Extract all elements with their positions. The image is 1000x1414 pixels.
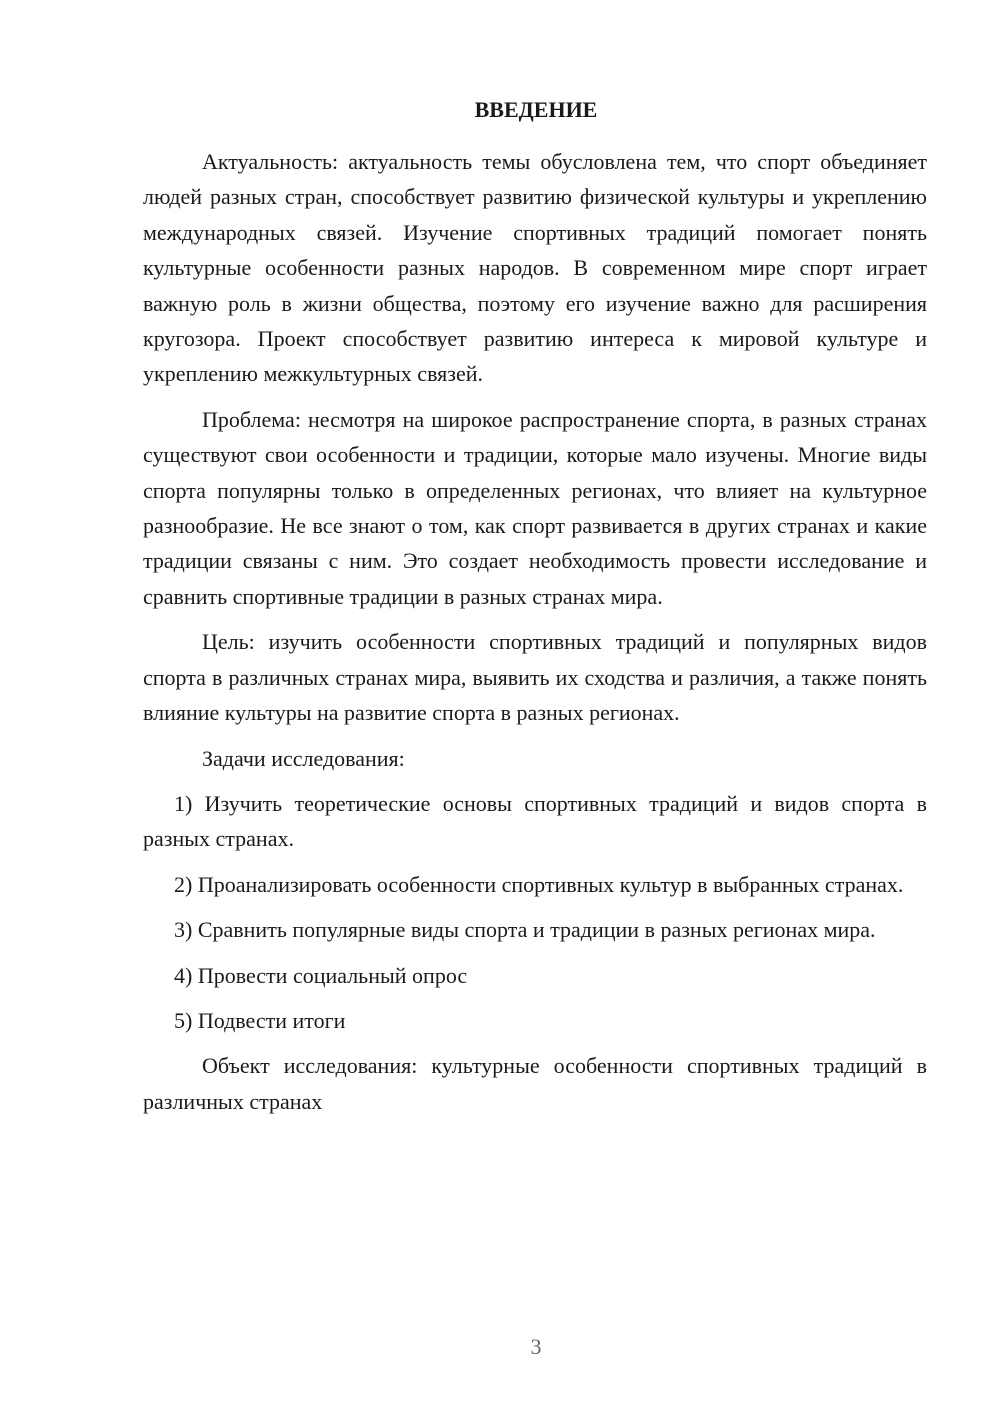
goal-paragraph: Цель: изучить особенности спортивных традиций и популярных видов спорта в различных странах мира, выявить их сходства и различия, а также понять влияние культуры на развитие спорта в разных регионах. bbox=[143, 629, 927, 726]
document-body bbox=[143, 144, 927, 1129]
task-item: 2) Проанализировать особенности спортивных культур в выбранных странах. bbox=[174, 871, 904, 897]
relevance-paragraph: Актуальность: актуальность темы обусловлена тем, что спорт объединяет людей разных стран, способствует развитию физической культуры и укреплению международных связей. Изучение спортивных традиций помогает понять культурные особенности разных народов. В современном мире спорт играет важную роль в жизни общества, поэтому его изучение важно для расширения кругозора. Проект способствует развитию интереса к мировой культуре и укреплению межкультурных связей. bbox=[143, 149, 927, 387]
page-title: ВВЕДЕНИЕ bbox=[474, 97, 598, 122]
task-item: 1) Изучить теоретические основы спортивных традиций и видов спорта в разных странах. bbox=[143, 790, 927, 852]
page-number: 3 bbox=[530, 1334, 542, 1359]
object-paragraph: Объект исследования: культурные особенности спортивных традиций в различных странах bbox=[143, 1053, 927, 1114]
task-item: 3) Сравнить популярные виды спорта и традиции в разных регионах мира. bbox=[174, 917, 876, 943]
tasks-list bbox=[143, 786, 927, 1038]
task-item: 5) Подвести итоги bbox=[174, 1007, 346, 1033]
problem-paragraph: Проблема: несмотря на широкое распространение спорта, в разных странах существуют свои особенности и традиции, которые мало изучены. Многие виды спорта популярны только в определенных регионах, что влияет на культурное разнообразие. Не все знают о том, как спорт развивается в других странах и какие традиции связаны с ним. Это создает необходимость провести исследование и сравнить спортивные традиции в разных странах мира. bbox=[143, 406, 927, 609]
tasks-title: Задачи исследования: bbox=[202, 745, 405, 771]
task-item: 4) Провести социальный опрос bbox=[174, 962, 468, 988]
